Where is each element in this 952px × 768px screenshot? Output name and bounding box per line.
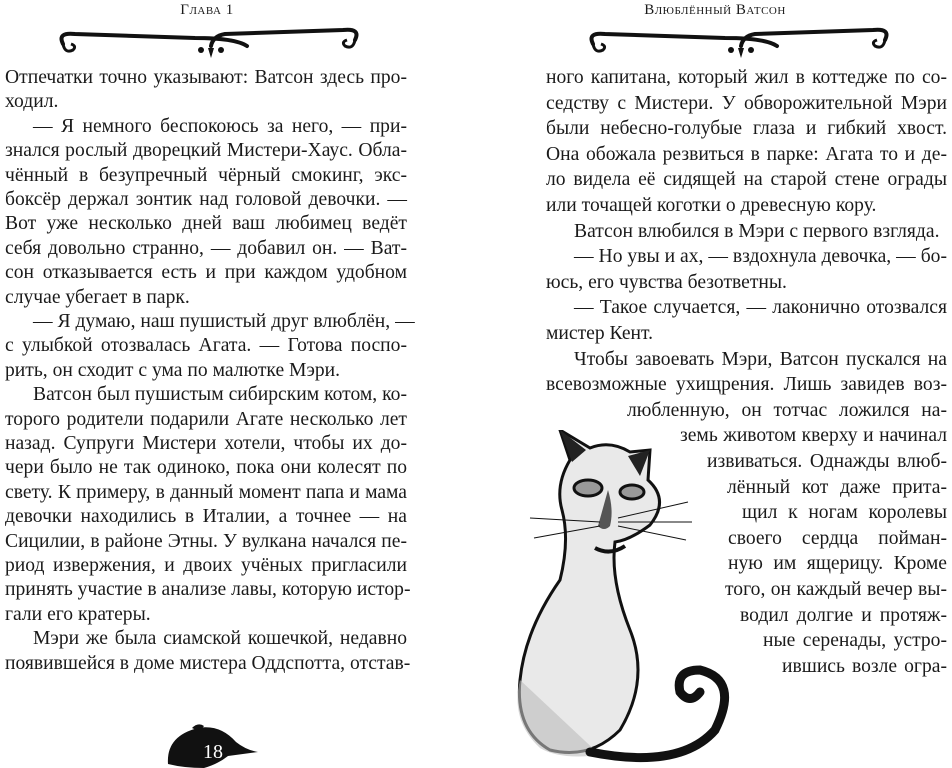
text-line: — Но увы и ах, — вздохнула девочка, — бо-	[574, 246, 947, 267]
text-line: ходил.	[5, 91, 59, 112]
text-line: ного капитана, который жил в коттедже по со-	[546, 67, 947, 88]
text-line: чери было не так одиноко, пока они колесят по	[5, 457, 407, 478]
text-line: Ватсон влюбился в Мэри с первого взгляда.	[574, 221, 940, 242]
text-line: Вот уже несколько дней ваш любимец ведёт	[5, 213, 407, 234]
text-line: того, он каждый вечер вы-	[725, 579, 947, 600]
text-line: сон отказывается есть и при каждом удобном	[5, 262, 407, 283]
text-line: Она обожала резвиться в парке: Агата то и де-	[546, 144, 947, 165]
text-line: свету. К примеру, в данный момент папа и мама	[5, 482, 407, 503]
text-line: появившейся в доме мистера Оддспотта, отстав-	[5, 653, 411, 674]
text-line: Чтобы завоевать Мэри, Ватсон пускался на	[574, 349, 947, 370]
text-line: риод извержения, и двоих учёных пригласили	[5, 555, 407, 576]
text-line: извиваться. Однажды влюб-	[707, 451, 947, 472]
text-line: ную им ящерицу. Кроме	[728, 553, 947, 574]
text-line: или точащей коготки о древесную кору.	[546, 195, 877, 216]
text-line: юсь, его чувства безответны.	[546, 272, 787, 293]
text-line: щил к ногам королевы	[742, 502, 947, 523]
text-line: рить, он сходит с ума по малютке Мэри.	[5, 360, 341, 381]
text-line: — Такое случается, — лаконично отозвался	[574, 297, 947, 318]
text-line: ившись возле огра-	[782, 656, 947, 677]
running-head-right: Влюблённый Ватсон	[644, 2, 786, 18]
text-line: случае убегает в парк.	[5, 287, 190, 308]
text-line: любленную, он тотчас ложился на-	[627, 400, 947, 421]
text-line: седству с Мистери. У обворожительной Мэри	[546, 93, 947, 114]
page-number: 18	[203, 741, 223, 763]
text-line: девочки находились в Италии, а точнее — на	[5, 506, 407, 527]
text-line: Ватсон был пушистым сибирским котом, ко-	[33, 384, 407, 405]
text-line: с улыбкой отозвалась Агата. — Готова поспо-	[5, 335, 407, 356]
text-line: боксёр держал зонтик над головой девочки. —	[5, 189, 407, 210]
text-line: Мэри же была сиамской кошечкой, недавно	[33, 628, 407, 649]
text-line: ные серенады, устро-	[763, 630, 947, 651]
siamese-cat-illustration	[500, 430, 730, 768]
text-line: своего сердца пойман-	[728, 528, 947, 549]
text-line: мистер Кент.	[546, 323, 654, 344]
text-line: чённый в безупречный чёрный смокинг, экс-	[5, 165, 407, 186]
text-line: Отпечатки точно указывают: Ватсон здесь про-	[5, 67, 407, 88]
text-line: всевозможные ухищрения. Лишь завидев воз-	[546, 374, 947, 395]
text-line: себя довольно странно, — добавил он. — Ват-	[5, 238, 407, 259]
text-line: торого родители подарили Агате несколько лет	[5, 409, 407, 430]
ornament-divider-right	[585, 26, 905, 60]
text-line: — Я немного беспокоюсь за него, — при-	[33, 116, 407, 137]
text-line: лённый кот даже прита-	[727, 477, 947, 498]
text-line: гали его кратеры.	[5, 604, 151, 625]
text-line: назад. Супруги Мистери хотели, чтобы их до-	[5, 433, 407, 454]
text-line: знался рослый дворецкий Мистери-Хаус. Обла-	[5, 140, 407, 161]
text-line: земь животом кверху и начинал	[680, 425, 947, 446]
text-line: были небесно-голубые глаза и гибкий хвост.	[546, 118, 947, 139]
text-line: Сицилии, в районе Этны. У вулкана начался пе-	[5, 531, 407, 552]
text-line: водил долгие и протяж-	[740, 605, 947, 626]
text-line: — Я думаю, наш пушистый друг влюблён, —	[33, 311, 415, 332]
text-line: ло видела её сидящей на старой стене ограды	[546, 169, 947, 190]
running-head-left: Глава 1	[180, 2, 234, 18]
text-line: принять участие в анализе лавы, которую истор-	[5, 579, 411, 600]
ornament-divider-left	[55, 26, 375, 60]
